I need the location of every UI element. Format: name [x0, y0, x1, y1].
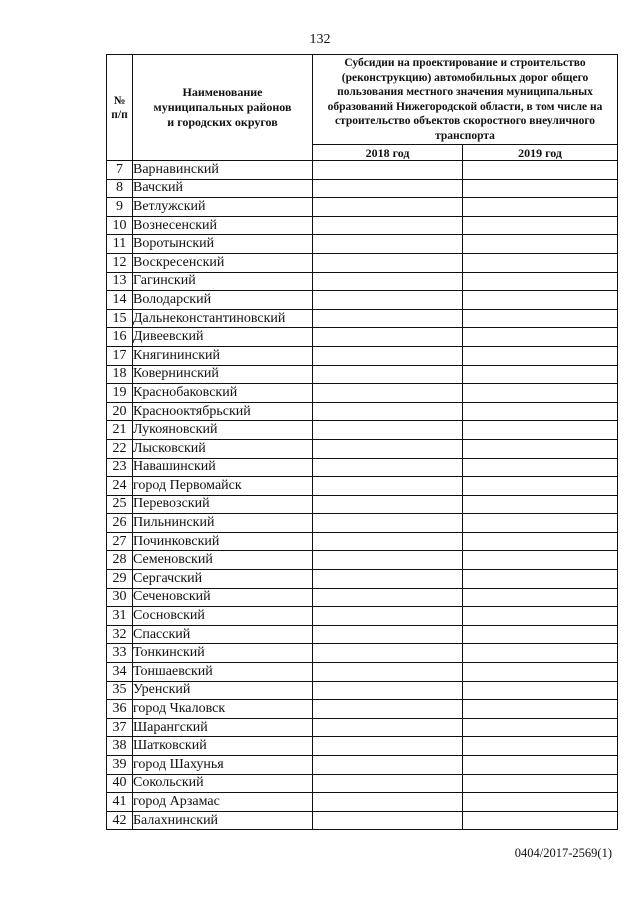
row-number: 41	[107, 793, 133, 812]
cell-2018	[313, 681, 463, 700]
municipality-name: Краснобаковский	[133, 384, 313, 403]
municipality-name: Спасский	[133, 625, 313, 644]
row-number: 37	[107, 718, 133, 737]
row-number: 36	[107, 700, 133, 719]
municipality-name: Дальнеконстантиновский	[133, 309, 313, 328]
cell-2019	[463, 756, 618, 775]
municipality-name: Шарангский	[133, 718, 313, 737]
row-number: 40	[107, 774, 133, 793]
municipality-name: город Арзамас	[133, 793, 313, 812]
table-row	[107, 700, 618, 719]
row-number: 16	[107, 328, 133, 347]
cell-2018	[313, 421, 463, 440]
table-row	[107, 198, 618, 217]
table-row	[107, 607, 618, 626]
cell-2018	[313, 644, 463, 663]
row-number: 29	[107, 570, 133, 589]
cell-2018	[313, 272, 463, 291]
table-row	[107, 495, 618, 514]
header-year-2019: 2019 год	[463, 145, 618, 161]
cell-2019	[463, 811, 618, 830]
cell-2019	[463, 161, 618, 180]
cell-2018	[313, 551, 463, 570]
municipality-name: Вачский	[133, 179, 313, 198]
table-row	[107, 253, 618, 272]
cell-2019	[463, 570, 618, 589]
cell-2018	[313, 514, 463, 533]
cell-2018	[313, 291, 463, 310]
table-row	[107, 179, 618, 198]
table-row	[107, 811, 618, 830]
cell-2018	[313, 402, 463, 421]
cell-2019	[463, 179, 618, 198]
cell-2019	[463, 253, 618, 272]
subsidy-table	[106, 54, 618, 830]
row-number: 34	[107, 663, 133, 682]
table-row	[107, 737, 618, 756]
cell-2019	[463, 793, 618, 812]
cell-2018	[313, 235, 463, 254]
cell-2018	[313, 198, 463, 217]
table-row	[107, 663, 618, 682]
municipality-name: Уренский	[133, 681, 313, 700]
row-number: 30	[107, 588, 133, 607]
cell-2018	[313, 607, 463, 626]
cell-2018	[313, 384, 463, 403]
cell-2018	[313, 700, 463, 719]
cell-2018	[313, 811, 463, 830]
table-row	[107, 793, 618, 812]
table-row	[107, 514, 618, 533]
table-row	[107, 365, 618, 384]
cell-2019	[463, 216, 618, 235]
cell-2019	[463, 774, 618, 793]
row-number: 25	[107, 495, 133, 514]
municipality-name: Тонкинский	[133, 644, 313, 663]
table-body	[107, 161, 618, 830]
municipality-name: город Первомайск	[133, 477, 313, 496]
header-number	[107, 55, 133, 161]
municipality-name: Краснооктябрьский	[133, 402, 313, 421]
cell-2019	[463, 439, 618, 458]
cell-2019	[463, 495, 618, 514]
cell-2019	[463, 663, 618, 682]
cell-2019	[463, 421, 618, 440]
row-number: 19	[107, 384, 133, 403]
row-number: 39	[107, 756, 133, 775]
municipality-name: Сосновский	[133, 607, 313, 626]
document-code: 0404/2017-2569(1)	[514, 846, 612, 860]
municipality-name: Починковский	[133, 532, 313, 551]
cell-2019	[463, 551, 618, 570]
municipality-name: Ковернинский	[133, 365, 313, 384]
page-number: 132	[309, 32, 331, 47]
cell-2018	[313, 625, 463, 644]
row-number: 21	[107, 421, 133, 440]
cell-2019	[463, 700, 618, 719]
municipality-name: Ветлужский	[133, 198, 313, 217]
header-municipality	[133, 55, 313, 161]
table-header	[107, 55, 618, 161]
table-row	[107, 328, 618, 347]
cell-2019	[463, 309, 618, 328]
municipality-name: Дивеевский	[133, 328, 313, 347]
row-number: 26	[107, 514, 133, 533]
table-row	[107, 551, 618, 570]
cell-2019	[463, 644, 618, 663]
cell-2018	[313, 663, 463, 682]
cell-2019	[463, 607, 618, 626]
cell-2019	[463, 384, 618, 403]
cell-2018	[313, 161, 463, 180]
table-row	[107, 216, 618, 235]
table-row	[107, 644, 618, 663]
municipality-name: Лукояновский	[133, 421, 313, 440]
row-number: 18	[107, 365, 133, 384]
table-row	[107, 291, 618, 310]
row-number: 24	[107, 477, 133, 496]
cell-2019	[463, 365, 618, 384]
row-number: 13	[107, 272, 133, 291]
row-number: 22	[107, 439, 133, 458]
row-number: 20	[107, 402, 133, 421]
table-row	[107, 161, 618, 180]
cell-2018	[313, 495, 463, 514]
municipality-name: Тоншаевский	[133, 663, 313, 682]
municipality-name: Вознесенский	[133, 216, 313, 235]
table-row	[107, 346, 618, 365]
cell-2019	[463, 718, 618, 737]
table-row	[107, 235, 618, 254]
municipality-name: Навашинский	[133, 458, 313, 477]
row-number: 15	[107, 309, 133, 328]
cell-2018	[313, 793, 463, 812]
row-number: 42	[107, 811, 133, 830]
row-number: 35	[107, 681, 133, 700]
municipality-name: Сергачский	[133, 570, 313, 589]
row-number: 23	[107, 458, 133, 477]
header-year-2018: 2018 год	[313, 145, 463, 161]
municipality-name: Лысковский	[133, 439, 313, 458]
municipality-name: Володарский	[133, 291, 313, 310]
cell-2018	[313, 774, 463, 793]
table-row	[107, 532, 618, 551]
cell-2019	[463, 272, 618, 291]
cell-2018	[313, 458, 463, 477]
row-number: 31	[107, 607, 133, 626]
cell-2019	[463, 588, 618, 607]
header-subsidy-label: Субсидии на проектирование и строительство (реконструкцию) автомобильных дорог общего пользования местного значения муниципальных образований Нижегородской области, в том числе на строительство объектов скоростного внеуличного транспорта	[327, 57, 603, 142]
municipality-name: Пильнинский	[133, 514, 313, 533]
table-row	[107, 477, 618, 496]
row-number: 7	[107, 161, 133, 180]
row-number: 32	[107, 625, 133, 644]
cell-2018	[313, 477, 463, 496]
cell-2018	[313, 309, 463, 328]
table-row	[107, 774, 618, 793]
cell-2019	[463, 402, 618, 421]
row-number: 33	[107, 644, 133, 663]
cell-2019	[463, 681, 618, 700]
cell-2018	[313, 532, 463, 551]
cell-2019	[463, 532, 618, 551]
row-number: 14	[107, 291, 133, 310]
municipality-name: Воротынский	[133, 235, 313, 254]
row-number: 8	[107, 179, 133, 198]
municipality-name: город Чкаловск	[133, 700, 313, 719]
cell-2018	[313, 756, 463, 775]
table-row	[107, 718, 618, 737]
cell-2019	[463, 458, 618, 477]
municipality-name: Сокольский	[133, 774, 313, 793]
table-row	[107, 570, 618, 589]
cell-2018	[313, 718, 463, 737]
municipality-name: Шатковский	[133, 737, 313, 756]
municipality-name: Балахнинский	[133, 811, 313, 830]
table-row	[107, 384, 618, 403]
cell-2019	[463, 625, 618, 644]
row-number: 9	[107, 198, 133, 217]
row-number: 27	[107, 532, 133, 551]
table-row	[107, 309, 618, 328]
cell-2019	[463, 477, 618, 496]
cell-2019	[463, 198, 618, 217]
cell-2018	[313, 570, 463, 589]
header-number-label: № п/п	[111, 94, 128, 121]
cell-2018	[313, 588, 463, 607]
cell-2018	[313, 253, 463, 272]
cell-2019	[463, 737, 618, 756]
header-municipality-label: Наименование муниципальных районов и городских округов	[153, 85, 292, 129]
cell-2019	[463, 328, 618, 347]
table-row	[107, 588, 618, 607]
municipality-name: Княгининский	[133, 346, 313, 365]
municipality-name: Варнавинский	[133, 161, 313, 180]
cell-2019	[463, 514, 618, 533]
cell-2018	[313, 328, 463, 347]
table-row	[107, 681, 618, 700]
municipality-name: Сеченовский	[133, 588, 313, 607]
municipality-name: город Шахунья	[133, 756, 313, 775]
cell-2018	[313, 439, 463, 458]
table-row	[107, 421, 618, 440]
table-row	[107, 272, 618, 291]
table-row	[107, 402, 618, 421]
cell-2018	[313, 737, 463, 756]
row-number: 11	[107, 235, 133, 254]
cell-2018	[313, 216, 463, 235]
table-row	[107, 756, 618, 775]
table-row	[107, 439, 618, 458]
row-number: 38	[107, 737, 133, 756]
municipality-name: Гагинский	[133, 272, 313, 291]
row-number: 28	[107, 551, 133, 570]
municipality-name: Перевозский	[133, 495, 313, 514]
cell-2018	[313, 346, 463, 365]
header-subsidy	[313, 55, 618, 145]
table-row	[107, 458, 618, 477]
table-row	[107, 625, 618, 644]
cell-2019	[463, 346, 618, 365]
cell-2018	[313, 365, 463, 384]
row-number: 17	[107, 346, 133, 365]
cell-2019	[463, 235, 618, 254]
row-number: 12	[107, 253, 133, 272]
municipality-name: Семеновский	[133, 551, 313, 570]
cell-2019	[463, 291, 618, 310]
municipality-name: Воскресенский	[133, 253, 313, 272]
cell-2018	[313, 179, 463, 198]
row-number: 10	[107, 216, 133, 235]
